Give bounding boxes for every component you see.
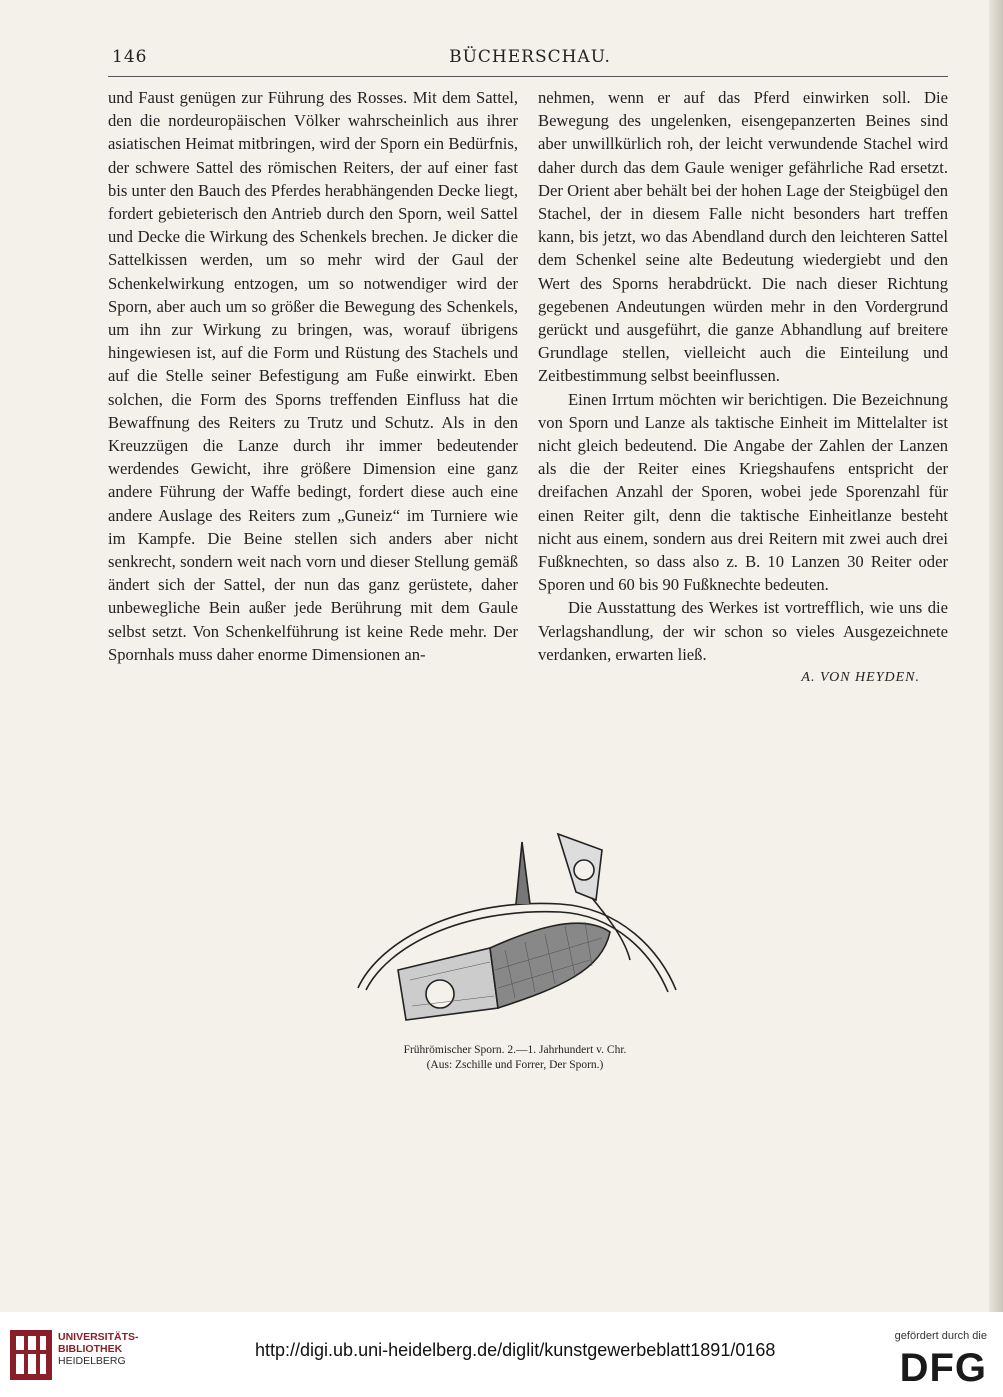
page-number: 146 [112, 47, 148, 67]
page-header [112, 47, 948, 71]
author-signature: A. VON HEYDEN. [801, 670, 920, 686]
paragraph: nehmen, wenn er auf das Pferd einwirken soll. Die Bewegung des ungelenken, eisengepanzerten Beines sind aber unwillkürlich roh, der leicht verwundende Stachel wird daher durch das dem Gaule weniger gefährliche Rad ersetzt. Der Orient aber behält bei der hohen Lage der Steigbügel den Stachel, der in diesem Falle nicht besonders hart treffen kann, bis jetzt, wo das Abendland durch den leichteren Sattel dem Schenkel seine alte Bedeutung wiedergiebt und den Wert des Sporns herabdrückt. Die nach dieser Richtung gegebenen Andeutungen würden mehr in den Vordergrund gerückt und ausgeführt, die ganze Abhandlung auf breitere Grundlage stellen, vielleicht auch die Einteilung und Zeitbestimmung selbst beeinflussen. [538, 88, 948, 386]
permalink-url[interactable]: http://digi.ub.uni-heidelberg.de/diglit/kunstgewerbeblatt1891/0168 [255, 1340, 776, 1360]
dfg-logo: DFG [899, 1346, 987, 1390]
right-column [538, 86, 948, 689]
caption-line: Frührömischer Sporn. 2.—1. Jahrhundert v. Chr. [403, 1044, 627, 1056]
page-edge-shadow [989, 0, 1003, 1312]
university-library-logo-icon [10, 1330, 52, 1380]
funding-label: gefördert durch die [894, 1330, 987, 1342]
library-name [58, 1331, 139, 1367]
paragraph: Die Ausstattung des Werkes ist vortrefflich, wie uns die Verlagshandlung, der wir schon so vieles Ausgezeichnete verdanken, erwarten ließ. [538, 598, 948, 664]
figure-caption [300, 1043, 730, 1073]
left-column [108, 86, 518, 666]
library-line: BIBLIOTHEK [58, 1343, 123, 1355]
library-line: UNIVERSITÄTS- [58, 1331, 139, 1343]
caption-line: (Aus: Zschille und Forrer, Der Sporn.) [426, 1059, 604, 1071]
library-line: HEIDELBERG [58, 1355, 126, 1367]
viewer-footer [0, 1312, 1003, 1397]
paragraph: Einen Irrtum möchten wir berichtigen. Die Bezeichnung von Sporn und Lanze als taktische Einheit im Mittelalter ist nicht gleich bedeutend. Die Angabe der Zahlen der Lanzen als die der Reiter eines Kriegshaufens entspricht der dreifachen Anzahl der Sporen, wobei jede Sporenzahl für einen Reiter gilt, denn die taktische Einheitlanze besteht nicht aus einem, sondern aus drei Reitern mit zwei auch drei Fußknechten, so dass also z. B. 10 Lanzen 30 Reiter oder Sporen und 60 bis 90 Fußknechte bedeuten. [538, 389, 948, 595]
spur-illustration [340, 820, 690, 1040]
paragraph: und Faust genügen zur Führung des Rosses. Mit dem Sattel, den die nordeuropäischen Völker wahrscheinlich aus ihrer asiatischen Heimat mitbringen, wird der Sporn ein Bedürfnis, der schwere Sattel des römischen Reiters, der auf einer fast bis unter den Bauch des Pferdes herabhängenden Decke liegt, fordert gebieterisch den Antrieb durch den Sporn, weil Sattel und Decke die Wirkung des Schenkels brechen. Je dicker die Sattelkissen werden, um so mehr wird der Gaul der Schenkelwirkung entzogen, um so notwendiger wird der Sporn, aber auch um so größer die Bewegung des Schenkels, um ihn zur Wirkung zu bringen, was, worauf übrigens hingewiesen ist, auf die Form und Rüstung des Stachels und auf die Stelle seiner Befestigung am Fuße einwirkt. Eben solchen, die Form des Sporns treffenden Einfluss hat die Bewaffnung des Reiters zu Trutz und Schutz. Als in den Kreuzzügen die Lanze durch ihr immer bedeutender werdendes Gewicht, ihre größere Dimension eine ganz andere Führung der Waffe bedingt, fordert diese auch eine andere Auslage des Reiters zum „Guneiz“ im Turniere wie im Kampfe. Die Beine stellen sich anders aber nicht senkrecht, sondern weit nach vorn und dieser Stellung gemäß ändert sich der Sattel, der nun das ganz gerüstete, daher unbewegliche Bein außer jede Berührung mit dem Gaule selbst setzt. Von Schenkelführung ist keine Rede mehr. Der Spornhals muss daher enorme Dimensionen an- [108, 88, 518, 664]
running-title: BÜCHERSCHAU. [449, 47, 611, 67]
header-rule [108, 76, 948, 77]
